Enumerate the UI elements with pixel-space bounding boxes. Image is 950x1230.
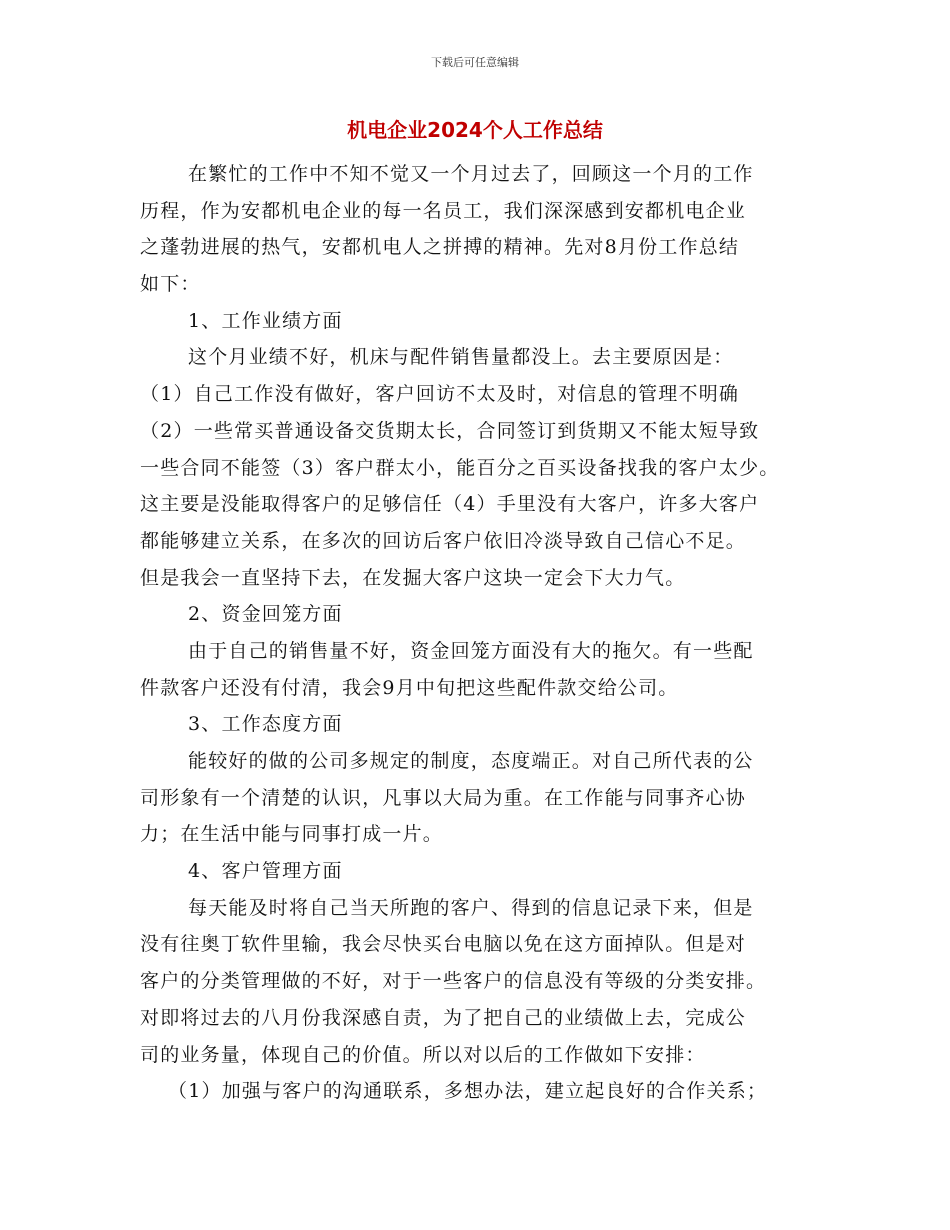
body-line: 对即将过去的八月份我深感自责，为了把自己的业绩做上去，完成公 [140, 1006, 747, 1029]
header-note: 下载后可任意编辑 [431, 56, 519, 69]
body-line: 之蓬勃进展的热气，安都机电人之拼搏的精神。先对8月份工作总结 [140, 236, 740, 259]
body-line: 力；在生活中能与同事打成一片。 [140, 823, 444, 846]
body-line: 没有往奥丁软件里输，我会尽快买台电脑以免在这方面掉队。但是对 [140, 933, 747, 956]
document-body [140, 156, 820, 1110]
body-line: 1、工作业绩方面 [188, 309, 343, 332]
body-line: 每天能及时将自己当天所跑的客户、得到的信息记录下来，但是 [188, 896, 754, 919]
body-line: 一些合同不能签（3）客户群太小，能百分之百买设备找我的客户太少。 [140, 456, 780, 479]
body-line: （1）加强与客户的沟通联系，多想办法，建立起良好的合作关系； [168, 1080, 768, 1103]
body-line: 但是我会一直坚持下去，在发掘大客户这块一定会下大力气。 [140, 566, 686, 589]
body-line: 由于自己的销售量不好，资金回笼方面没有大的拖欠。有一些配 [188, 639, 754, 662]
body-line: 4、客户管理方面 [188, 860, 343, 883]
body-line: （2）一些常买普通设备交货期太长，合同签订到货期又不能太短导致 [140, 419, 760, 442]
body-line: 司的业务量，体现自己的价值。所以对以后的工作做如下安排： [140, 1043, 706, 1066]
body-line: 这主要是没能取得客户的足够信任（4）手里没有大客户，许多大客户 [140, 493, 760, 516]
document-title: 机电企业2024个人工作总结 [347, 118, 603, 142]
body-line: 3、工作态度方面 [188, 713, 343, 736]
body-line: （1）自己工作没有做好，客户回访不太及时，对信息的管理不明确 [140, 383, 740, 406]
body-line: 历程，作为安都机电企业的每一名员工，我们深深感到安都机电企业 [140, 199, 747, 222]
body-line: 在繁忙的工作中不知不觉又一个月过去了，回顾这一个月的工作 [188, 163, 754, 185]
body-line: 司形象有一个清楚的认识，凡事以大局为重。在工作能与同事齐心协 [140, 786, 747, 809]
body-line: 都能够建立关系，在多次的回访后客户依旧冷淡导致自己信心不足。 [140, 529, 747, 552]
body-line: 2、资金回笼方面 [188, 603, 343, 626]
body-line: 这个月业绩不好，机床与配件销售量都没上。去主要原因是： [188, 346, 734, 369]
body-line: 能较好的做的公司多规定的制度，态度端正。对自己所代表的公 [188, 750, 754, 772]
body-line: 客户的分类管理做的不好，对于一些客户的信息没有等级的分类安排。 [140, 970, 767, 993]
body-line: 件款客户还没有付清，我会9月中旬把这些配件款交给公司。 [140, 676, 679, 699]
body-line: 如下： [140, 273, 201, 296]
